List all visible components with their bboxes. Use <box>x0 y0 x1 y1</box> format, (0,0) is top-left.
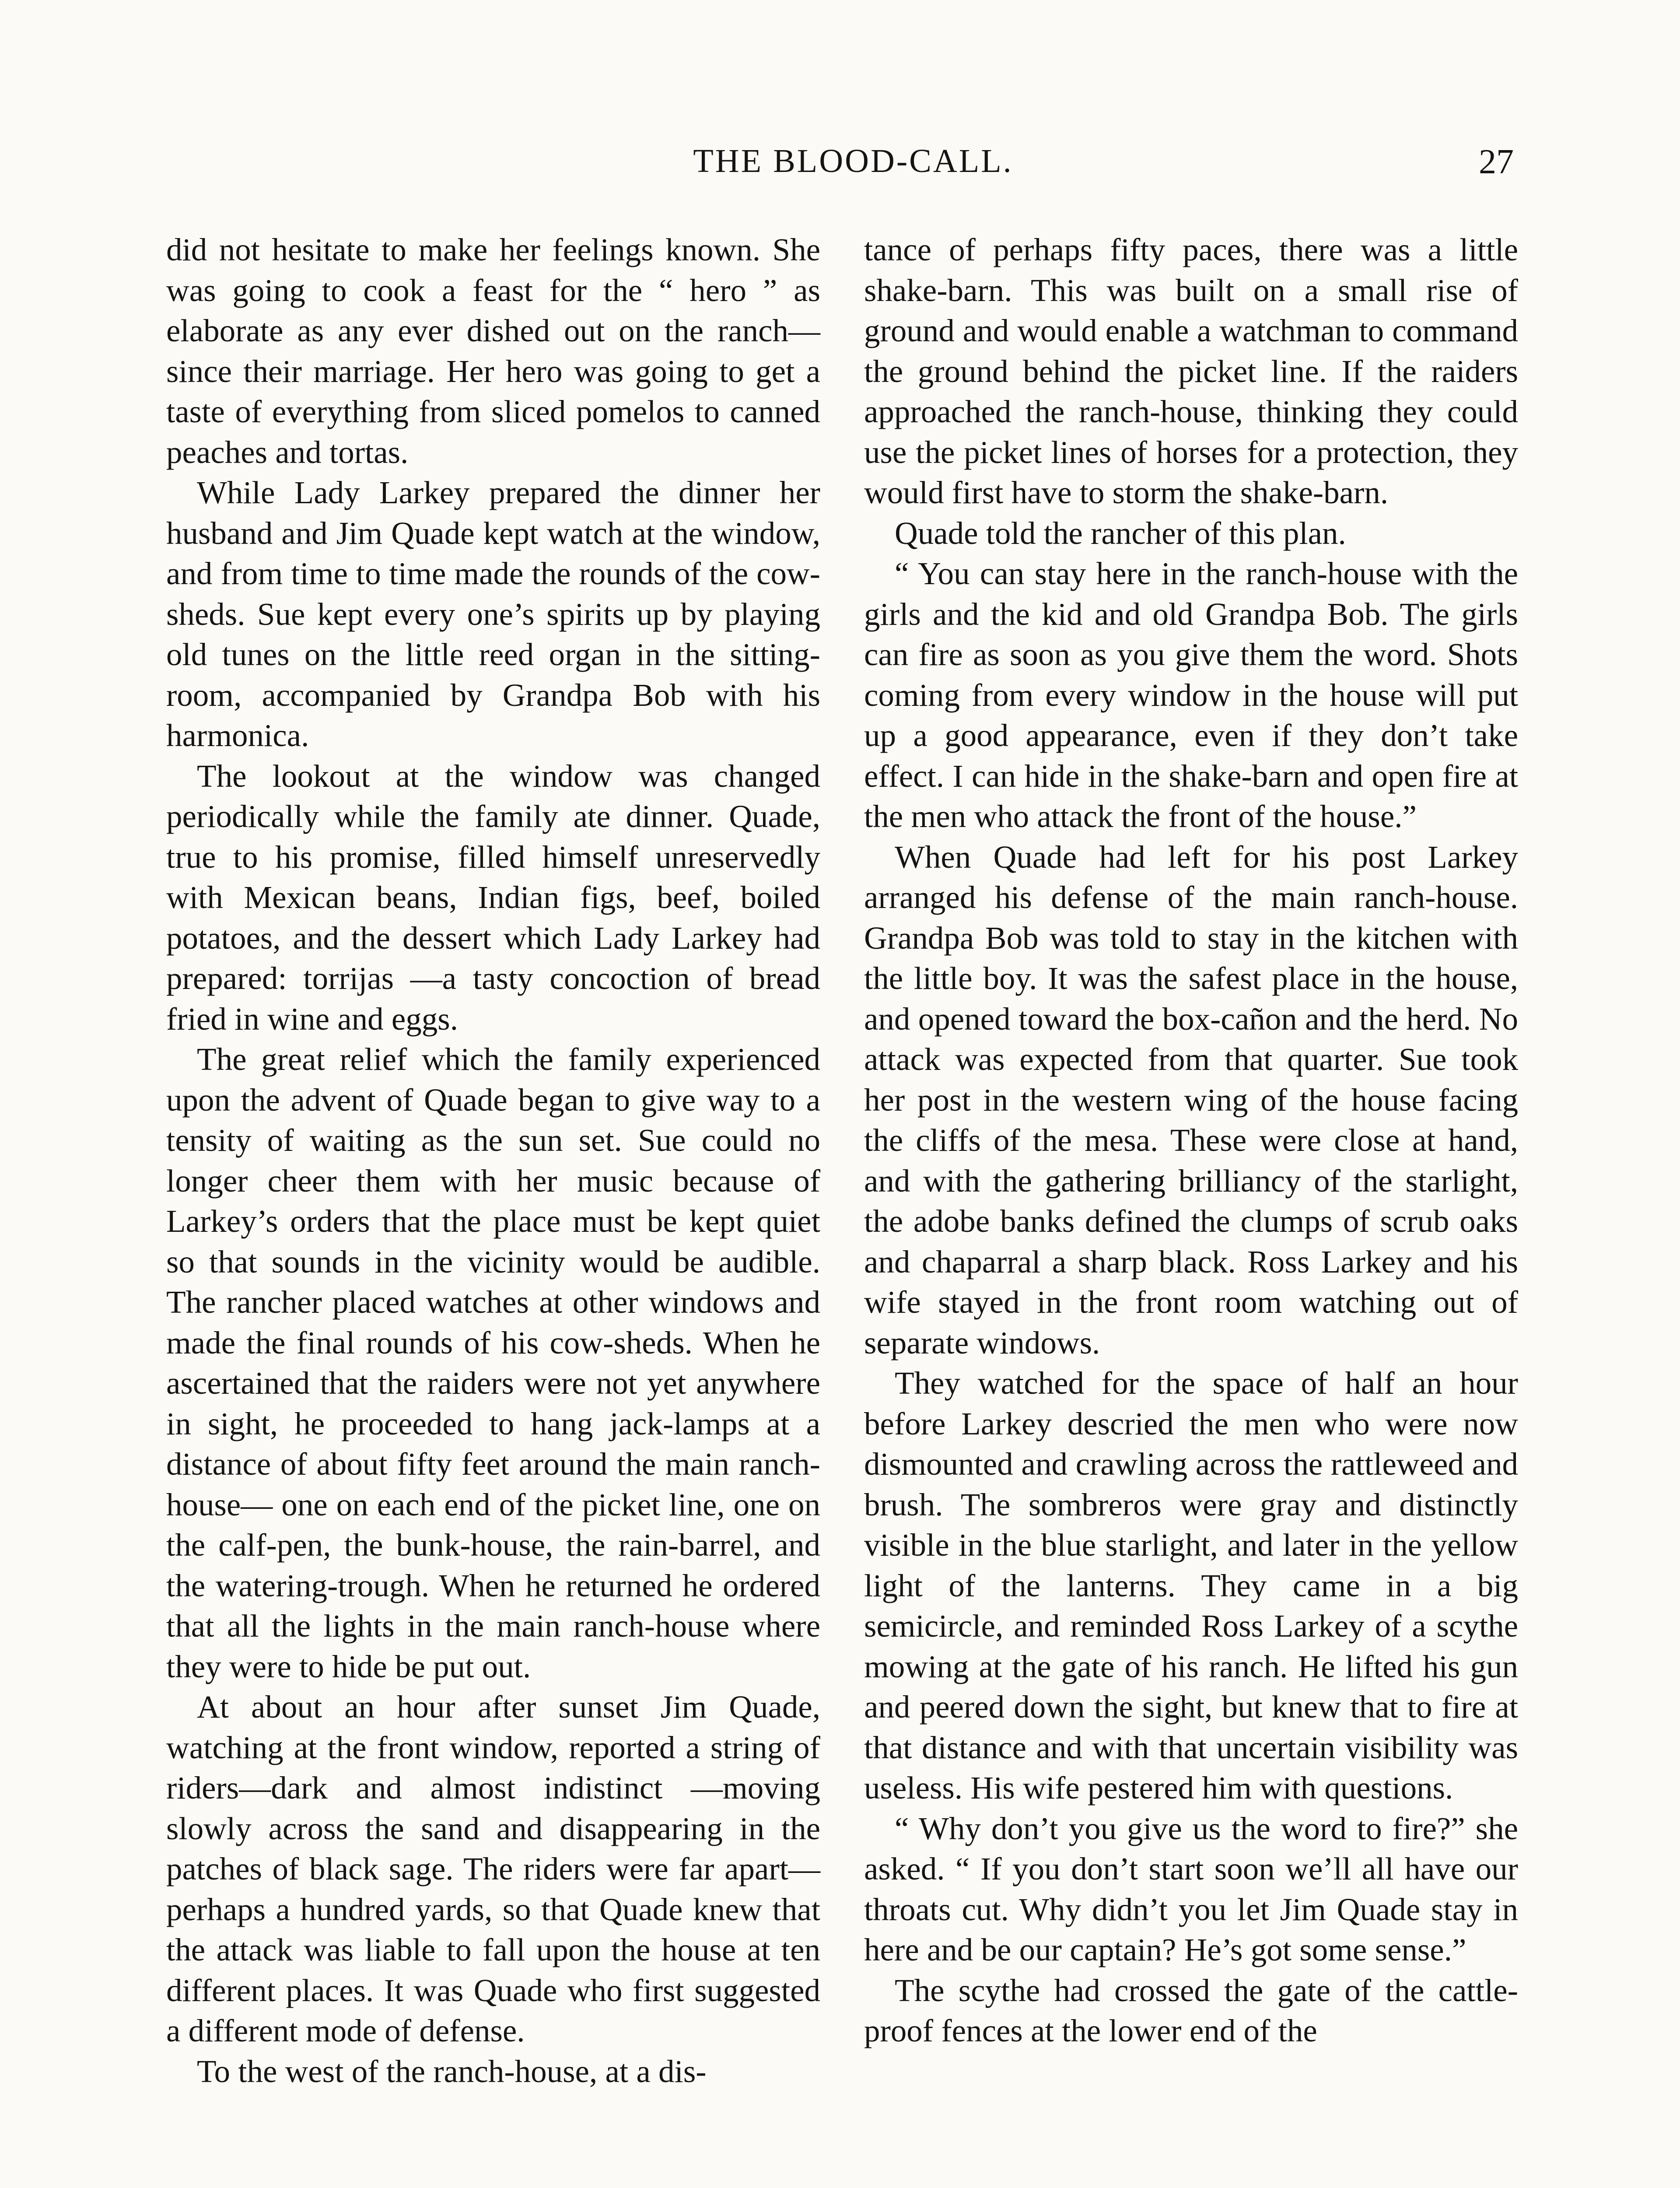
paragraph: They watched for the space of half an hour before Larkey descried the men who were now dismounted and crawling across the rattleweed and brush. The sombreros were gray and distinctly visible in the blue starlight, and later in the yellow light of the lanterns. They came in a big semicircle, and reminded Ross Larkey of a scythe mowing at the gate of his ranch. He lifted his gun and peered down the sight, but knew that to fire at that distance and with that uncertain visibility was useless. His wife pestered him with questions. <box>864 1365 1518 1806</box>
paragraph: To the west of the ranch-house, at a dis- <box>197 2053 707 2089</box>
paragraph: Quade told the rancher of this plan. <box>895 515 1346 551</box>
page-number: 27 <box>1479 143 1514 181</box>
paragraph: “ Why don’t you give us the word to fire?” she asked. “ If you don’t start soon we’ll all have our throats cut. Why didn’t you let Jim Quade stay in here and be our captain? He’s got some sense.” <box>864 1810 1518 1967</box>
running-head: THE BLOOD-CALL. <box>693 143 1013 179</box>
paragraph: “ You can stay here in the ranch-house with the girls and the kid and old Grandpa Bob. The girls can fire as soon as you give them the word. Shots coming from every window in the house will put up a good appearance, even if they don’t take effect. I can hide in the shake-barn and open fire at the men who attack the front of the house.” <box>864 556 1518 834</box>
paragraph: The lookout at the window was changed periodically while the family ate dinner. Quade, true to his promise, filled himself unreservedly with Mexican beans, Indian figs, beef, boiled potatoes, and the dessert which Lady Larkey had prepared: torrijas —a tasty concoction of bread fried in wine and eggs. <box>166 758 820 1037</box>
right-column <box>864 230 1518 2051</box>
paragraph: The great relief which the family experienced upon the advent of Quade began to give way to a tensity of waiting as the sun set. Sue could no longer cheer them with her music because of Larkey’s orders that the place must be kept quiet so that sounds in the vicinity would be audible. The rancher placed watches at other windows and made the final rounds of his cow-sheds. When he ascertained that the raiders were not yet anywhere in sight, he proceeded to hang jack-lamps at a distance of about fifty feet around the main ranch-house— one on each end of the picket line, one on the calf-pen, the bunk-house, the rain-barrel, and the watering-trough. When he returned he ordered that all the lights in the main ranch-house where they were to hide be put out. <box>166 1041 820 1684</box>
paragraph: did not hesitate to make her feelings known. She was going to cook a feast for the “ hero ” as elaborate as any ever dished out on the ranch—since their marriage. Her hero was going to get a taste of everything from sliced pomelos to canned peaches and tortas. <box>166 232 820 470</box>
left-column <box>166 230 820 2092</box>
paragraph: The scythe had crossed the gate of the cattle-proof fences at the lower end of the <box>864 1972 1518 2048</box>
paragraph: At about an hour after sunset Jim Quade, watching at the front window, reported a string of riders—dark and almost indistinct —moving slowly across the sand and disappearing in the patches of black sage. The riders were far apart—perhaps a hundred yards, so that Quade knew that the attack was liable to fall upon the house at ten different places. It was Quade who first suggested a different mode of defense. <box>166 1689 820 2048</box>
paragraph: While Lady Larkey prepared the dinner her husband and Jim Quade kept watch at the window, and from time to time made the rounds of the cow-sheds. Sue kept every one’s spirits up by playing old tunes on the little reed organ in the sitting-room, accompanied by Grandpa Bob with his harmonica. <box>166 475 820 753</box>
paragraph: When Quade had left for his post Larkey arranged his defense of the main ranch-house. Grandpa Bob was told to stay in the kitchen with the little boy. It was the safest place in the house, and opened toward the box-cañon and the herd. No attack was expected from that quarter. Sue took her post in the western wing of the house facing the cliffs of the mesa. These were close at hand, and with the gathering brilliancy of the starlight, the adobe banks defined the clumps of scrub oaks and chaparral a sharp black. Ross Larkey and his wife stayed in the front room watching out of separate windows. <box>864 839 1518 1360</box>
paragraph: tance of perhaps fifty paces, there was a little shake-barn. This was built on a small rise of ground and would enable a watchman to command the ground behind the picket line. If the raiders approached the ranch-house, thinking they could use the picket lines of horses for a protection, they would first have to storm the shake-barn. <box>864 232 1518 510</box>
